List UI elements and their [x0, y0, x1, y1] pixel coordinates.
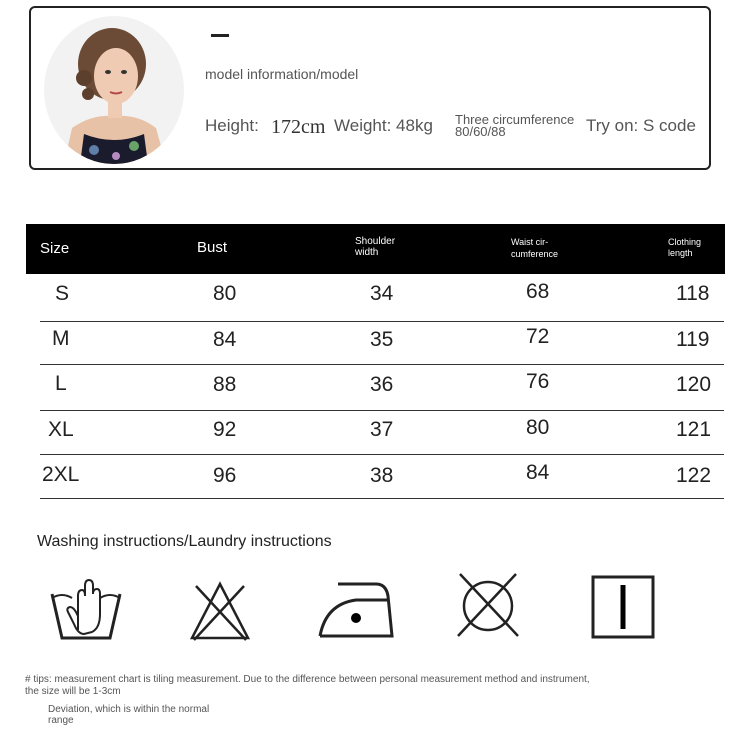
cell-length: 121 — [676, 418, 712, 441]
cell-shoulder: 38 — [370, 464, 394, 487]
header-bust: Bust — [197, 239, 228, 256]
cell-length: 122 — [676, 464, 712, 487]
cell-waist: 72 — [526, 325, 550, 348]
header-waist-line2: cumference — [511, 249, 559, 259]
hand-wash-icon — [48, 576, 124, 647]
cell-length: 119 — [676, 328, 710, 351]
deviation-line-1: Deviation, which is within the normal — [48, 704, 210, 715]
cell-size: M — [52, 327, 70, 350]
header-shoulder-line2: width — [355, 247, 379, 258]
cell-shoulder: 37 — [370, 418, 394, 441]
cell-size: S — [55, 282, 70, 305]
cell-bust: 96 — [213, 464, 237, 487]
cell-waist: 76 — [526, 370, 550, 393]
row-divider — [40, 364, 724, 365]
iron-low-heat-icon — [316, 578, 396, 645]
line-dry-icon — [591, 575, 655, 644]
height-label: Height: — [205, 116, 259, 135]
cell-length: 118 — [676, 282, 710, 305]
try-on-text: Try on: S code — [586, 116, 696, 135]
cell-bust: 92 — [213, 418, 237, 441]
header-waist-line1: Waist cir- — [511, 237, 549, 247]
header-shoulder-line1: Shoulder — [355, 236, 396, 247]
row-divider — [40, 321, 724, 322]
header-length-line1: Clothing — [668, 237, 702, 247]
cell-size: XL — [48, 418, 74, 441]
cell-waist: 68 — [526, 280, 550, 303]
cell-shoulder: 36 — [370, 373, 394, 396]
washing-title: Washing instructions/Laundry instructions — [37, 533, 332, 550]
row-divider — [40, 454, 724, 455]
tip-line-2: the size will be 1-3cm — [25, 686, 121, 697]
weight-text: Weight: 48kg — [334, 116, 433, 135]
header-size: Size — [40, 240, 70, 257]
three-circumference-value: 80/60/88 — [455, 124, 506, 139]
cell-shoulder: 35 — [370, 328, 394, 351]
row-divider — [40, 410, 724, 411]
cell-size: 2XL — [42, 463, 80, 486]
model-info-title: model information/model — [205, 66, 359, 82]
do-not-bleach-icon — [188, 580, 252, 647]
cell-length: 120 — [676, 373, 712, 396]
do-not-tumble-dry-icon — [456, 572, 520, 643]
height-value: 172cm — [271, 116, 326, 138]
cell-waist: 84 — [526, 461, 550, 484]
tip-line-1: # tips: measurement chart is tiling measurement. Due to the difference between personal measurement method and instrument, — [25, 674, 590, 685]
size-table-header — [26, 224, 725, 274]
deviation-line-2: range — [48, 715, 74, 726]
cell-bust: 84 — [213, 328, 237, 351]
cell-shoulder: 34 — [370, 282, 394, 305]
header-length-line2: length — [668, 248, 693, 258]
cell-bust: 80 — [213, 282, 237, 305]
cell-waist: 80 — [526, 416, 550, 439]
cell-size: L — [55, 372, 67, 395]
model-avatar — [44, 16, 184, 164]
title-dash — [211, 34, 229, 37]
cell-bust: 88 — [213, 373, 237, 396]
row-divider — [40, 498, 724, 499]
three-circumference-label: Three circumference — [455, 112, 575, 127]
